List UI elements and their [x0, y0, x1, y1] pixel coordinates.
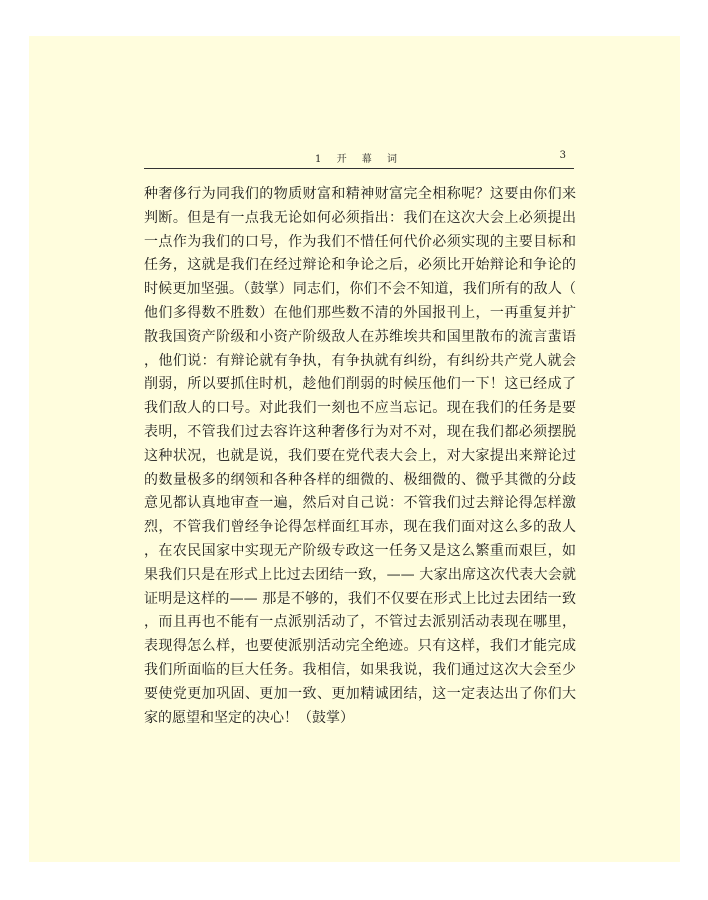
- page-number: 3: [559, 150, 566, 161]
- header-title: 1 开 幕 词: [315, 154, 403, 165]
- running-header: [144, 150, 574, 170]
- header-rule: [144, 168, 574, 169]
- body-paragraph: 种奢侈行为同我们的物质财富和精神财富完全相称呢？这要由你们来判断。但是有一点我无论如何必须指出：我们在这次大会上必须提出一点作为我们的口号，作为我们不惜任何代价必须实现的主要目标和任务，这就是我们在经过辩论和争论之后，必须比开始辩论和争论的时候更加坚强。（鼓掌）同志们，你们不会不知道，我们所有的敌人（他们多得数不胜数）在他们那些数不清的外国报刊上，一再重复并扩散我国资产阶级和小资产阶级敌人在苏维埃共和国里散布的流言蜚语，他们说：有辩论就有争执，有争执就有纠纷，有纠纷共产党人就会削弱，所以要抓住时机，趁他们削弱的时候压他们一下！这已经成了我们敌人的口号。对此我们一刻也不应当忘记。现在我们的任务是要表明，不管我们过去容许这种奢侈行为对不对，现在我们都必须摆脱这种状况，也就是说，我们要在党代表大会上，对大家提出来辩论过的数量极多的纲领和各种各样的细微的、极细微的、微乎其微的分歧意见都认真地审查一遍，然后对自己说：不管我们过去辩论得怎样激烈，不管我们曾经争论得怎样面红耳赤，现在我们面对这么多的敌人，在农民国家中实现无产阶级专政这一任务又是这么繁重而艰巨，如果我们只是在形式上比过去团结一致，—— 大家出席这次代表大会就证明是这样的—— 那是不够的，我们不仅要在形式上比过去团结一致，而且再也不能有一点派别活动了，不管过去派别活动表现在哪里，表现得怎么样，也要使派别活动完全绝迹。只有这样，我们才能完成我们所面临的巨大任务。我相信，如果我说，我们通过这次大会至少要使党更加巩固、更加一致、更加精诚团结，这一定表达出了你们大家的愿望和坚定的决心！（鼓掌）: [144, 186, 576, 726]
